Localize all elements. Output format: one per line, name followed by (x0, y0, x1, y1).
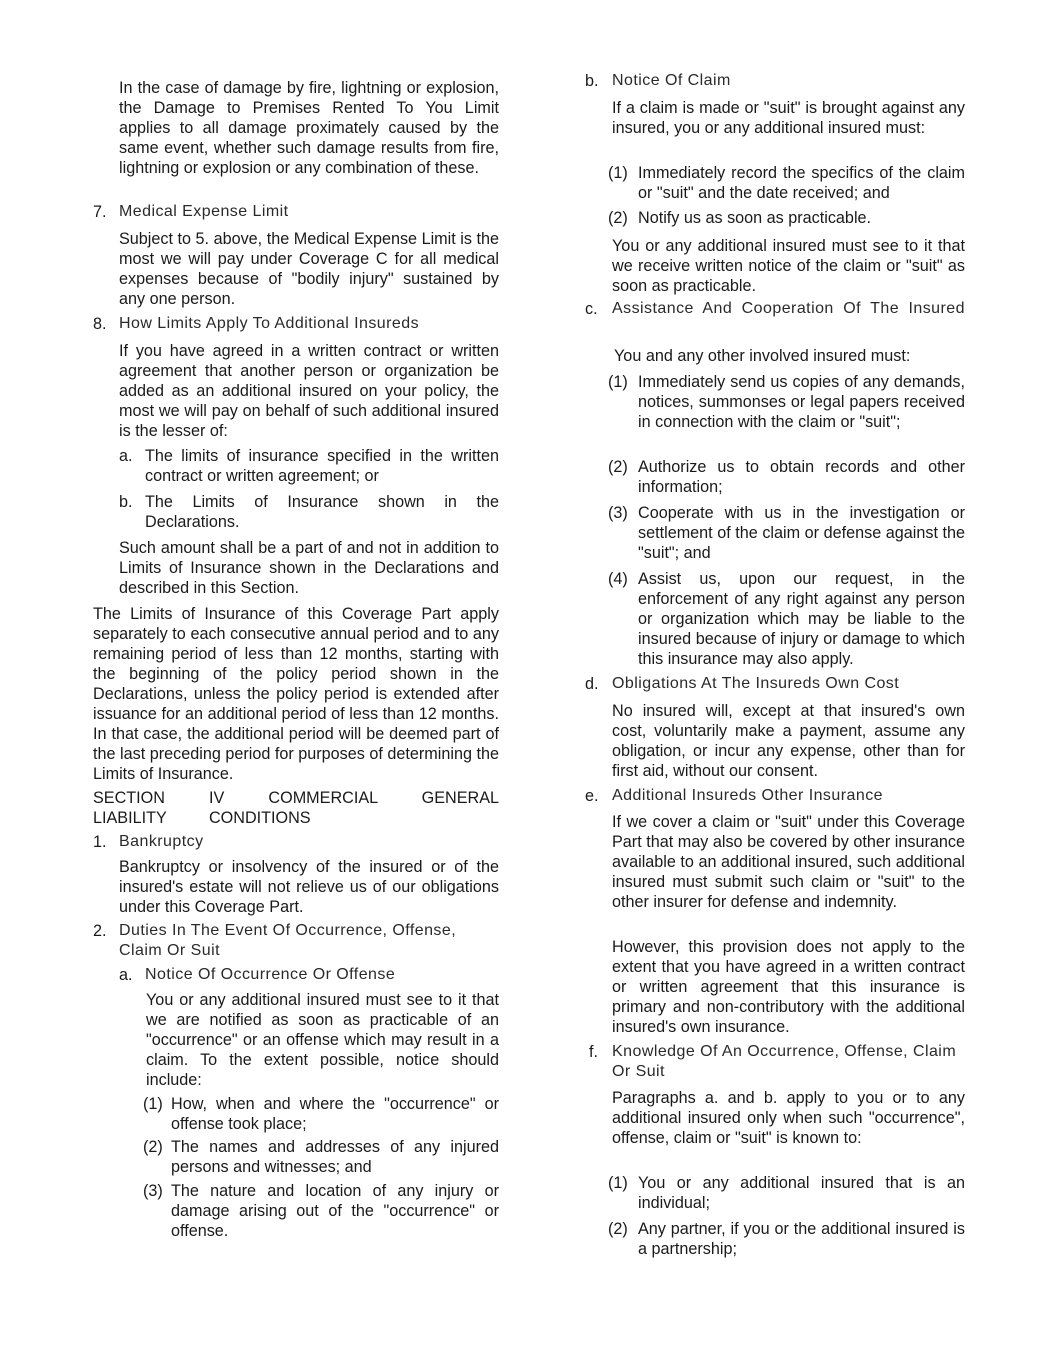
bankruptcy-heading: Bankruptcy (119, 833, 204, 850)
item-heading: Obligations At The Insureds Own Cost (612, 675, 900, 692)
item-number: (2) (608, 209, 628, 227)
item-heading: Knowledge Of An Occurrence, Offense, Claim Or Suit (612, 1043, 957, 1080)
claim-item-1 (608, 163, 965, 203)
duties-heading: Duties In The Event Of Occurrence, Offense, Claim Or Suit (119, 922, 457, 959)
item-number: (1) (608, 1174, 628, 1192)
item-heading: Notice Of Claim (612, 72, 731, 89)
item-number: (3) (608, 504, 628, 522)
medical-expense-limit-heading: Medical Expense Limit (119, 203, 289, 220)
list-item-8b (119, 492, 499, 532)
item-label: b. (585, 72, 599, 90)
item-text: Assist us, upon our request, in the enforcement of any right against any person or organization which may be liable to the insured because of injury or damage to which this insurance may also apply. (638, 570, 965, 668)
item-number: 1. (93, 833, 107, 851)
assistance-intro: You and any other involved insured must: (614, 347, 911, 365)
item-2-heading (93, 921, 499, 961)
limits-additional-insureds-text: If you have agreed in a written contract or written agreement that another person or organization be added as an additional insured on your policy, the most we will pay on behalf of such additional insured is the lesser of: (119, 342, 499, 440)
item-text: The names and addresses of any injured persons and witnesses; and (171, 1138, 499, 1176)
notice-of-occurrence-heading (119, 965, 499, 985)
item-text: Authorize us to obtain records and other information; (638, 458, 965, 496)
item-heading: Assistance And Cooperation Of The Insured (612, 300, 965, 317)
section-iv-title: SECTION IV COMMERCIAL GENERAL LIABILITY CONDITIONS (93, 789, 499, 827)
other-insurance-text: If we cover a claim or "suit" under this Coverage Part that may also be covered by other insurance available to an additional insured, such additional insured must submit such claim or "suit" to the other insurer for defense and indemnity. (612, 813, 965, 911)
notice-of-claim-closing: You or any additional insured must see to it that we receive written notice of the claim or "suit" as soon as practicable. (612, 237, 965, 295)
item-number: (1) (608, 164, 628, 182)
assistance-item-3 (608, 503, 965, 563)
item-number: (2) (608, 1220, 628, 1238)
item-label: a. (119, 966, 133, 984)
item-number: 8. (93, 315, 107, 333)
item-label: d. (585, 675, 599, 693)
occurrence-item-3 (143, 1181, 499, 1241)
item-label: c. (585, 300, 598, 318)
item-7-heading (93, 202, 499, 222)
item-8-heading (93, 314, 499, 334)
assistance-item-4 (608, 569, 965, 669)
item-heading: Additional Insureds Other Insurance (612, 787, 884, 804)
other-insurance-exception-text: However, this provision does not apply to the extent that you have agreed in a written contract or written agreement that this insurance is primary and non-contributory with the additional insured's own insurance. (612, 938, 965, 1036)
obligations-heading (585, 674, 965, 694)
item-text: Notify us as soon as practicable. (638, 209, 872, 227)
item-number: (3) (143, 1182, 163, 1200)
item-text: The limits of insurance specified in the written contract or written agreement; or (145, 447, 499, 485)
assistance-item-1 (608, 372, 965, 432)
additional-insureds-other-insurance-heading (585, 786, 965, 806)
item-text: You or any additional insured that is an individual; (638, 1174, 965, 1212)
item-number: 2. (93, 922, 107, 940)
notice-of-occurrence-text: You or any additional insured must see to it that we are notified as soon as practicable of an "occurrence" or an offense which may result in a claim. To the extent possible, notice should include: (146, 991, 499, 1089)
item-number: 7. (93, 203, 107, 221)
item-text: The nature and location of any injury or damage arising out of the "occurrence" or offense. (171, 1182, 499, 1240)
item-number: (4) (608, 570, 628, 588)
list-item-8a (119, 446, 499, 486)
limits-closing-text: Such amount shall be a part of and not in addition to Limits of Insurance shown in the Declarations and described in this Section. (119, 539, 499, 597)
item-1-heading (93, 832, 499, 852)
item-text: Any partner, if you or the additional insured is a partnership; (638, 1220, 965, 1258)
obligations-text: No insured will, except at that insured's own cost, voluntarily make a payment, assume any obligation, or incur any expense, other than for first aid, without our consent. (612, 702, 965, 780)
notice-of-claim-text: If a claim is made or "suit" is brought against any insured, you or any additional insured must: (612, 99, 965, 137)
knowledge-item-2 (608, 1219, 965, 1259)
assistance-item-2 (608, 457, 965, 497)
item-label: a. (119, 447, 133, 465)
item-text: Immediately send us copies of any demands, notices, summonses or legal papers received in connection with the claim or "suit"; (638, 373, 965, 431)
notice-of-claim-heading (585, 71, 965, 91)
medical-expense-limit-text: Subject to 5. above, the Medical Expense Limit is the most we will pay under Coverage C for all medical expenses because of "bodily injury" sustained by any one person. (119, 230, 499, 308)
bankruptcy-text: Bankruptcy or insolvency of the insured or of the insured's estate will not relieve us of our obligations under this Coverage Part. (119, 858, 499, 916)
assistance-heading (585, 299, 965, 319)
item-number: (2) (608, 458, 628, 476)
item-label: f. (589, 1043, 598, 1061)
limits-additional-insureds-heading: How Limits Apply To Additional Insureds (119, 315, 420, 332)
knowledge-item-1 (608, 1173, 965, 1213)
item-number: (1) (608, 373, 628, 391)
item-label: e. (585, 787, 599, 805)
knowledge-heading (585, 1042, 965, 1082)
claim-item-2 (608, 208, 965, 228)
item-text: Immediately record the specifics of the claim or "suit" and the date received; and (638, 164, 965, 202)
item-text: The Limits of Insurance shown in the Declarations. (145, 493, 499, 531)
item-number: (2) (143, 1138, 163, 1156)
item-number: (1) (143, 1095, 163, 1113)
annual-period-paragraph: The Limits of Insurance of this Coverage Part apply separately to each consecutive annual period and to any remaining period of less than 12 months, starting with the beginning of the policy period shown in the Declarations, unless the policy period is extended after issuance for an additional period of less than 12 months. In that case, the additional period will be deemed part of the last preceding period for purposes of determining the Limits of Insurance. (93, 605, 499, 783)
item-heading: Notice Of Occurrence Or Offense (145, 966, 396, 983)
item-text: Cooperate with us in the investigation or settlement of the claim or defense against the "suit"; and (638, 504, 965, 562)
item-label: b. (119, 493, 133, 511)
fire-damage-paragraph: In the case of damage by fire, lightning or explosion, the Damage to Premises Rented To You Limit applies to all damage proximately caused by the same event, whether such damage results from fire, lightning or explosion or any combination of these. (119, 79, 499, 177)
knowledge-text: Paragraphs a. and b. apply to you or to any additional insured only when such "occurrence", offense, claim or "suit" is known to: (612, 1089, 965, 1147)
occurrence-item-2 (143, 1137, 499, 1177)
occurrence-item-1 (143, 1094, 499, 1134)
item-text: How, when and where the "occurrence" or offense took place; (171, 1095, 499, 1133)
